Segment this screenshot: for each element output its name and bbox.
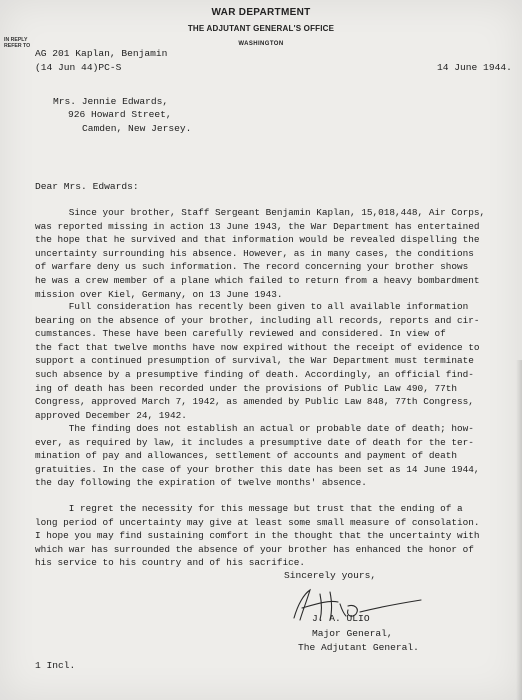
reference-line1: AG 201 Kaplan, Benjamin xyxy=(35,48,168,59)
salutation: Dear Mrs. Edwards: xyxy=(35,181,139,192)
letterhead-city: WASHINGTON xyxy=(238,41,284,47)
letterhead-department: WAR DEPARTMENT xyxy=(211,7,311,18)
recipient-name: Mrs. Jennie Edwards, xyxy=(53,96,169,107)
recipient-city: Camden, New Jersey. xyxy=(82,123,192,134)
signer-name: J. A. ULIO xyxy=(312,613,370,624)
in-reply-refer-to xyxy=(4,37,30,49)
in-reply-line1: IN REPLY xyxy=(4,37,28,43)
paragraph-3: The finding does not establish an actual or probable date of death; how- ever, as required by law, it includes a presumptive date of death for the ter- mination of pay and allowances, settlement of accounts and payment of death gratuities. In the case of your brother this date has been set as 14 June 1944, the day following the expiration of twelve months' absence. xyxy=(35,423,480,489)
page-edge-shadow xyxy=(516,360,522,700)
signer-title: The Adjutant General. xyxy=(298,642,419,653)
recipient-street: 926 Howard Street, xyxy=(68,109,172,120)
closing: Sincerely yours, xyxy=(284,570,377,581)
in-reply-line2: REFER TO xyxy=(4,43,31,49)
paragraph-4: I regret the necessity for this message but trust that the ending of a long period of uncertainty may give at least some small measure of consolation. I hope you may find sustaining comfort in the thought that the uncertainty with which war has surrounded the absence of your brother has enhanced the honor of his service to his country and of his sacrifice. xyxy=(35,503,480,569)
paragraph-2: Full consideration has recently been given to all available information bearing on the absence of your brother, including all records, reports and cir- cumstances. These have been carefully reviewed and considered. In view of the fact that twelve months have now expired without the receipt of evidence to support a continued presumption of survival, the War Department must terminate such absence by a presumptive finding of death. Accordingly, an official find- ing of death has been recorded under the provisions of Public Law 490, 77th Congress, approved March 7, 1942, as amended by Public Law 848, 77th Congress, approved December 24, 1942. xyxy=(35,301,480,421)
reference-line2: (14 Jun 44)PC-S xyxy=(35,62,122,73)
signer-rank: Major General, xyxy=(312,628,393,639)
letterhead-office: THE ADJUTANT GENERAL'S OFFICE xyxy=(187,24,335,33)
letter-date: 14 June 1944. xyxy=(437,62,512,73)
enclosure-note: 1 Incl. xyxy=(35,660,76,671)
paragraph-1: Since your brother, Staff Sergeant Benjamin Kaplan, 15,018,448, Air Corps, was reported missing in action 13 June 1943, the War Department has entertained the hope that he survived and that information would be revealed dispelling the uncertainty surrounding his absence. However, as in many cases, the conditions of warfare deny us such information. The record concerning your brother shows he was a crew member of a plane which failed to return from a heavy bombardment mission over Kiel, Germany, on 13 June 1943. xyxy=(35,207,486,300)
